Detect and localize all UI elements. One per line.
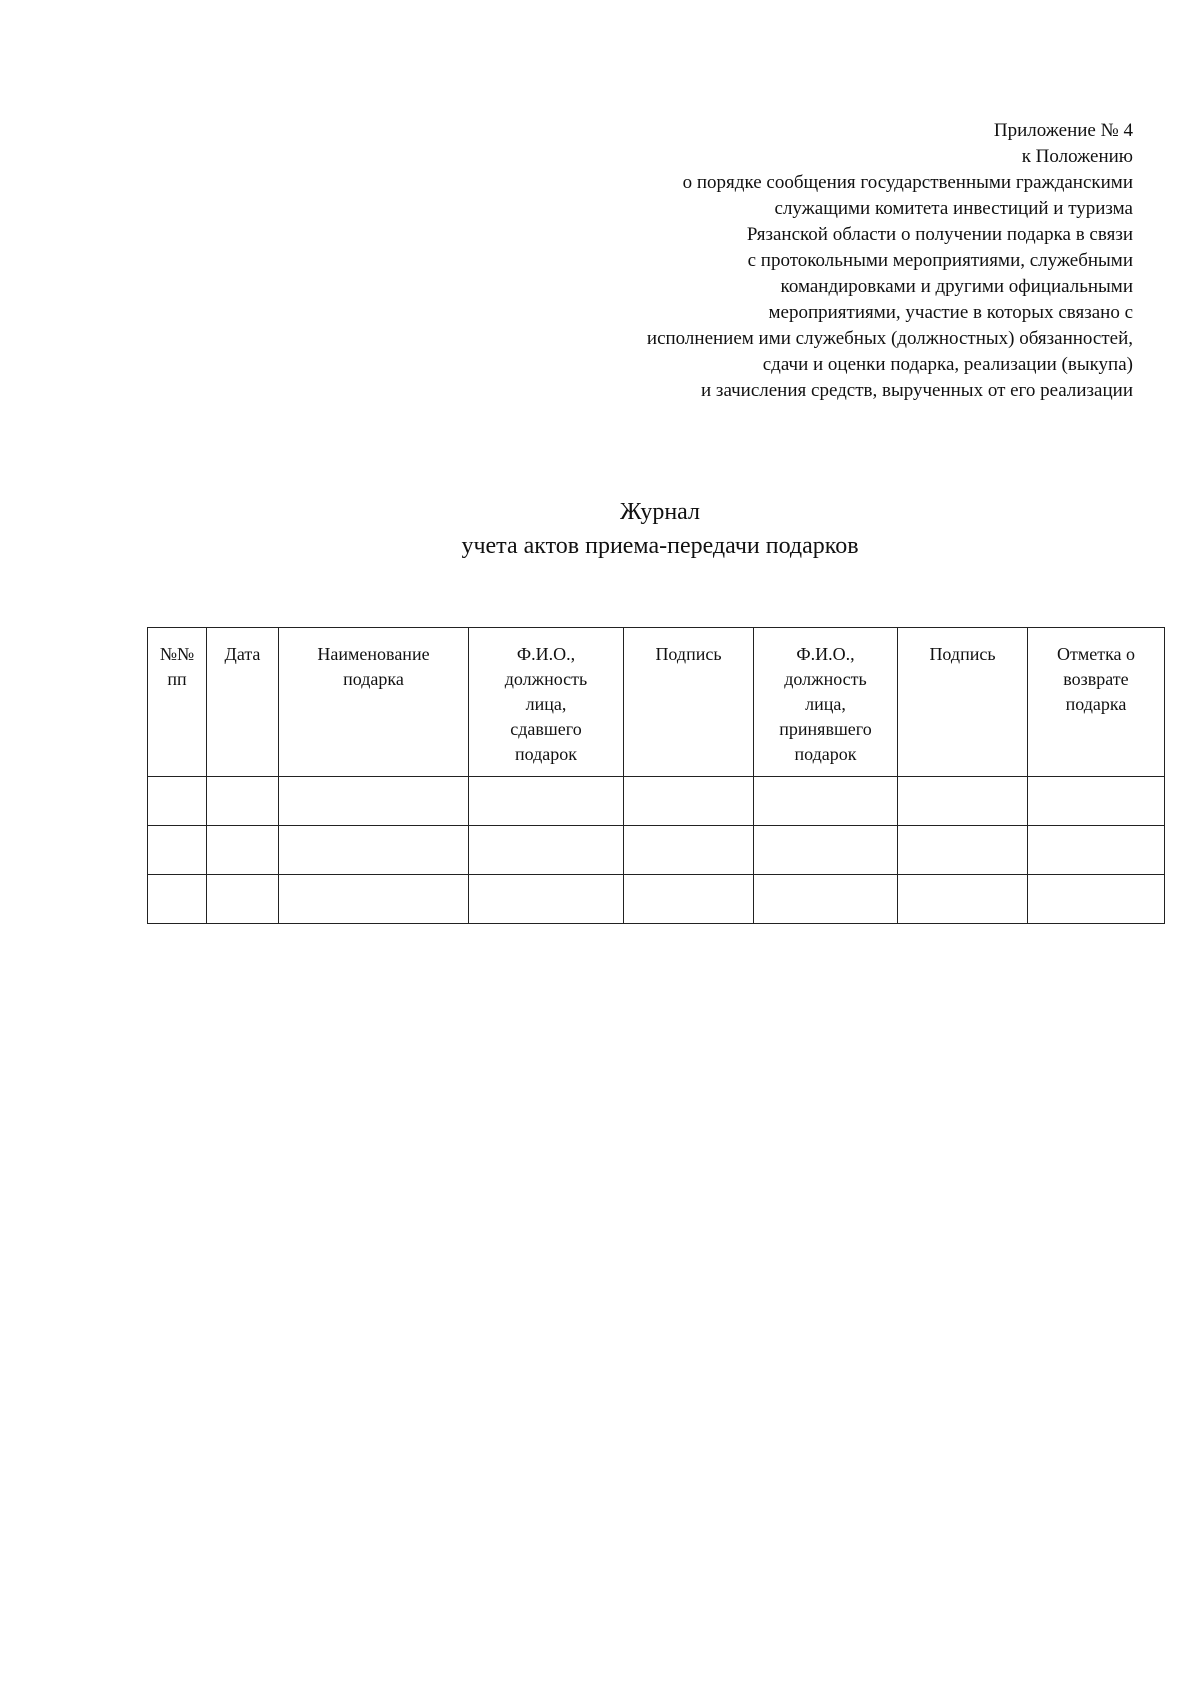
table-cell	[754, 777, 898, 826]
table-row	[148, 777, 1165, 826]
column-header-receiver: Ф.И.О., должность лица, принявшего подарок	[754, 628, 898, 777]
table-cell	[754, 826, 898, 875]
table-cell	[898, 777, 1028, 826]
table-cell	[898, 875, 1028, 924]
table-cell	[1028, 826, 1165, 875]
appendix-line: с протокольными мероприятиями, служебными	[747, 250, 1133, 271]
column-header-return-mark: Отметка о возврате подарка	[1028, 628, 1165, 777]
table-cell	[207, 777, 279, 826]
column-header-signature-submitter: Подпись	[624, 628, 754, 777]
appendix-line: Приложение № 4	[993, 120, 1133, 141]
table-cell	[1028, 875, 1165, 924]
table-cell	[207, 875, 279, 924]
appendix-line: мероприятиями, участие в которых связано с	[768, 302, 1133, 323]
document-subtitle: учета актов приема-передачи подарков	[461, 533, 859, 559]
appendix-line: Рязанской области о получении подарка в связи	[746, 224, 1133, 245]
table-cell	[898, 826, 1028, 875]
appendix-line: к Положению	[1021, 146, 1133, 167]
table-cell	[754, 875, 898, 924]
table-cell	[624, 875, 754, 924]
table-cell	[279, 826, 469, 875]
table-cell	[148, 875, 207, 924]
table-cell	[624, 826, 754, 875]
column-header-number: №№ пп	[148, 628, 207, 777]
table-cell	[469, 826, 624, 875]
column-header-gift-name: Наименование подарка	[279, 628, 469, 777]
document-title: Журнал	[619, 499, 700, 525]
column-header-signature-receiver: Подпись	[898, 628, 1028, 777]
table-cell	[1028, 777, 1165, 826]
table-cell	[148, 777, 207, 826]
table-header-row	[148, 628, 1165, 777]
appendix-line: о порядке сообщения государственными гражданскими	[682, 172, 1133, 193]
document-title-block	[0, 495, 1200, 563]
table-cell	[469, 777, 624, 826]
table-cell	[148, 826, 207, 875]
appendix-line: служащими комитета инвестиций и туризма	[774, 198, 1133, 219]
column-header-submitter: Ф.И.О., должность лица, сдавшего подарок	[469, 628, 624, 777]
table-cell	[279, 777, 469, 826]
table-cell	[279, 875, 469, 924]
journal-table	[147, 627, 1165, 924]
appendix-line: сдачи и оценки подарка, реализации (выкупа)	[762, 354, 1133, 375]
table-row	[148, 875, 1165, 924]
table-row	[148, 826, 1165, 875]
appendix-line: командировками и другими официальными	[780, 276, 1133, 297]
column-header-date: Дата	[207, 628, 279, 777]
table-cell	[469, 875, 624, 924]
table-cell	[624, 777, 754, 826]
appendix-header	[433, 118, 1133, 404]
appendix-line: и зачисления средств, вырученных от его реализации	[701, 380, 1133, 401]
appendix-line: исполнением ими служебных (должностных) обязанностей,	[646, 328, 1133, 349]
table-cell	[207, 826, 279, 875]
